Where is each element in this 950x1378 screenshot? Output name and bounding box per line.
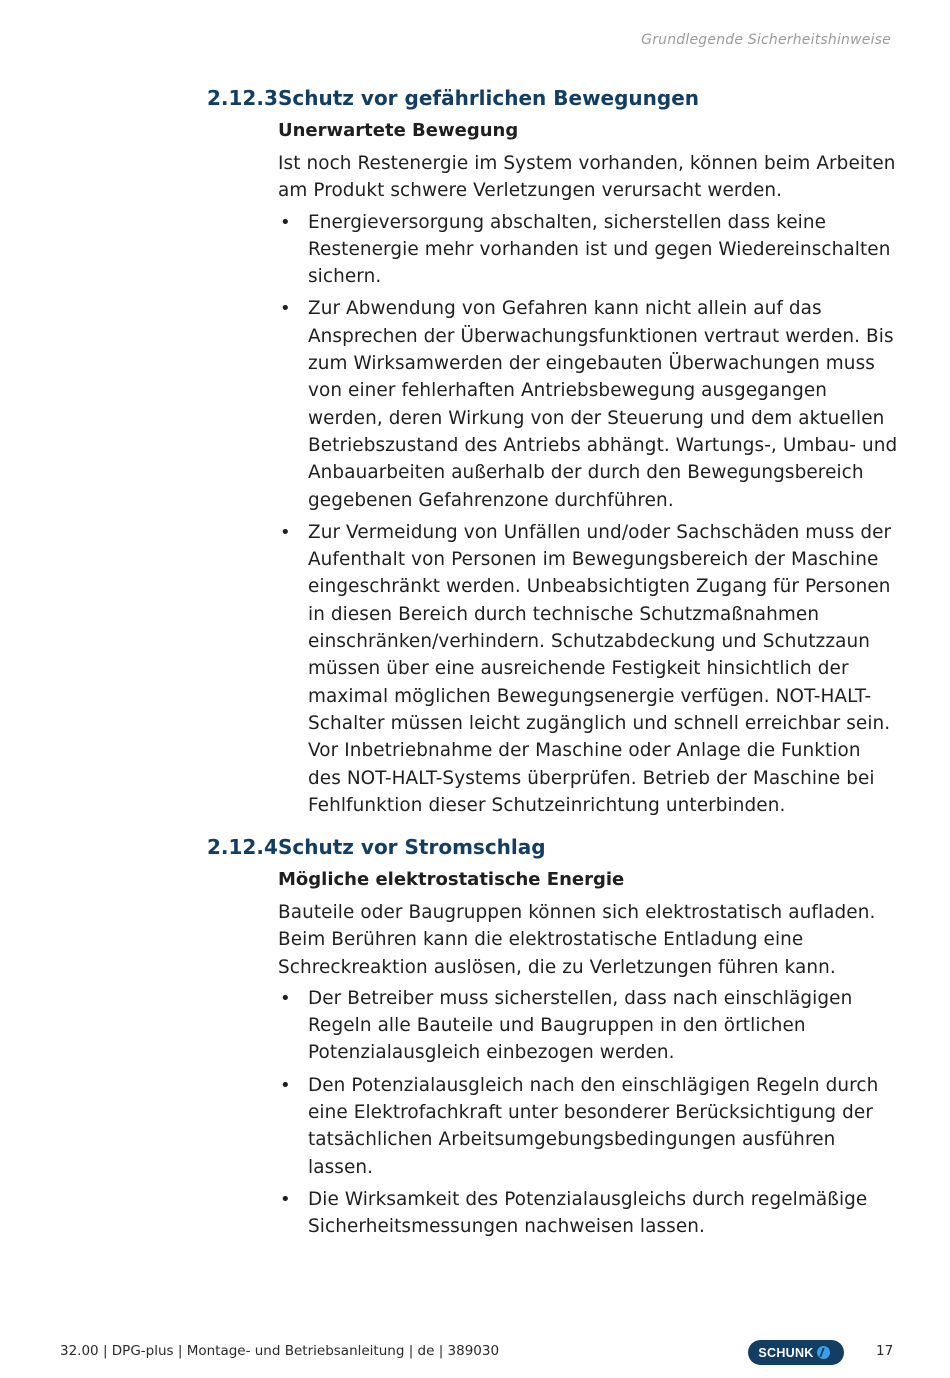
bullet-icon: • bbox=[280, 521, 291, 543]
list-item bbox=[278, 519, 898, 819]
section-title: Schutz vor Stromschlag bbox=[278, 835, 546, 859]
section-2-12-3 bbox=[0, 86, 950, 824]
section-heading bbox=[0, 86, 950, 116]
list-item-text: Der Betreiber muss sicherstellen, dass nach einschlägigen Regeln alle Bauteile und Baugruppen in den örtlichen Potenzialausgleich einbezogen werden. bbox=[308, 987, 853, 1064]
list-item bbox=[278, 985, 898, 1067]
list-item-text: Energieversorgung abschalten, sicherstellen dass keine Restenergie mehr vorhanden ist und gegen Wiedereinschalten sichern. bbox=[308, 211, 891, 288]
list-item bbox=[278, 209, 898, 291]
intro-paragraph: Ist noch Restenergie im System vorhanden, können beim Arbeiten am Produkt schwere Verletzungen verursacht werden. bbox=[278, 153, 896, 202]
page-number: 17 bbox=[876, 1343, 894, 1359]
section-body bbox=[278, 867, 898, 1241]
list-item bbox=[278, 1186, 898, 1241]
list-item-text: Zur Vermeidung von Unfällen und/oder Sachschäden muss der Aufenthalt von Personen im Bewegungsbereich der Maschine eingeschränkt werden. Unbeabsichtigten Zugang für Personen in diesen Bereich durch technische Schutzmaßnahmen einschränken/verhindern. Schutzabdeckung und Schutzzaun müssen über eine ausreichende Festigkeit hinsichtlich der maximal möglichen Bewegungsenergie verfügen. NOT-HALT-Schalter müssen leicht zugänglich und schnell erreichbar sein. Vor Inbetriebnahme der Maschine oder Anlage die Funktion des NOT-HALT-Systems überprüfen. Betrieb der Maschine bei Fehlfunktion dieser Schutzeinrichtung unterbinden. bbox=[308, 521, 892, 816]
bullet-icon: • bbox=[280, 1074, 291, 1096]
bullet-icon: • bbox=[280, 211, 291, 233]
list-item bbox=[278, 295, 898, 513]
list-item bbox=[278, 1072, 898, 1181]
bullet-icon: • bbox=[280, 298, 291, 320]
list-item-text: Den Potenzialausgleich nach den einschlägigen Regeln durch eine Elektrofachkraft unter besonderer Berücksichtigung der tatsächlichen Arbeitsumgebungsbedingungen ausführen lassen. bbox=[308, 1074, 879, 1178]
section-title: Schutz vor gefährlichen Bewegungen bbox=[278, 86, 700, 110]
bullet-icon: • bbox=[280, 1188, 291, 1210]
section-number: 2.12.4 bbox=[207, 835, 278, 859]
section-heading bbox=[0, 835, 950, 865]
subheading: Unerwartete Bewegung bbox=[278, 120, 519, 141]
section-number: 2.12.3 bbox=[207, 86, 278, 110]
section-2-12-4 bbox=[0, 835, 950, 1246]
footer-doc-info: 32.00 | DPG-plus | Montage- und Betriebsanleitung | de | 389030 bbox=[60, 1343, 500, 1359]
bullet-list bbox=[278, 209, 898, 820]
bullet-icon: • bbox=[280, 987, 291, 1009]
intro-paragraph: Bauteile oder Baugruppen können sich elektrostatisch aufladen. Beim Berühren kann die elektrostatische Entladung eine Schreckreaktion auslösen, die zu Verletzungen führen kann. bbox=[278, 902, 876, 978]
list-item-text: Die Wirksamkeit des Potenzialausgleichs durch regelmäßige Sicherheitsmessungen nachweisen lassen. bbox=[308, 1188, 868, 1238]
section-body bbox=[278, 118, 898, 819]
subheading: Mögliche elektrostatische Energie bbox=[278, 869, 625, 890]
schunk-logo bbox=[748, 1340, 844, 1365]
bullet-list bbox=[278, 985, 898, 1241]
list-item-text: Zur Abwendung von Gefahren kann nicht allein auf das Ansprechen der Überwachungsfunktionen vertraut werden. Bis zum Wirksamwerden der eingebauten Überwachungen muss von einer fehlerhaften Antriebsbewegung ausgegangen werden, deren Wirkung von der Steuerung und dem aktuellen Betriebszustand des Antriebs abhängt. Wartungs-, Umbau- und Anbauarbeiten außerhalb der durch den Bewegungsbereich gegebenen Gefahrenzone durchführen. bbox=[308, 298, 898, 511]
running-header: Grundlegende Sicherheitshinweise bbox=[641, 32, 891, 48]
logo-mark-icon bbox=[817, 1346, 830, 1359]
logo-text: SCHUNK bbox=[758, 1345, 814, 1360]
